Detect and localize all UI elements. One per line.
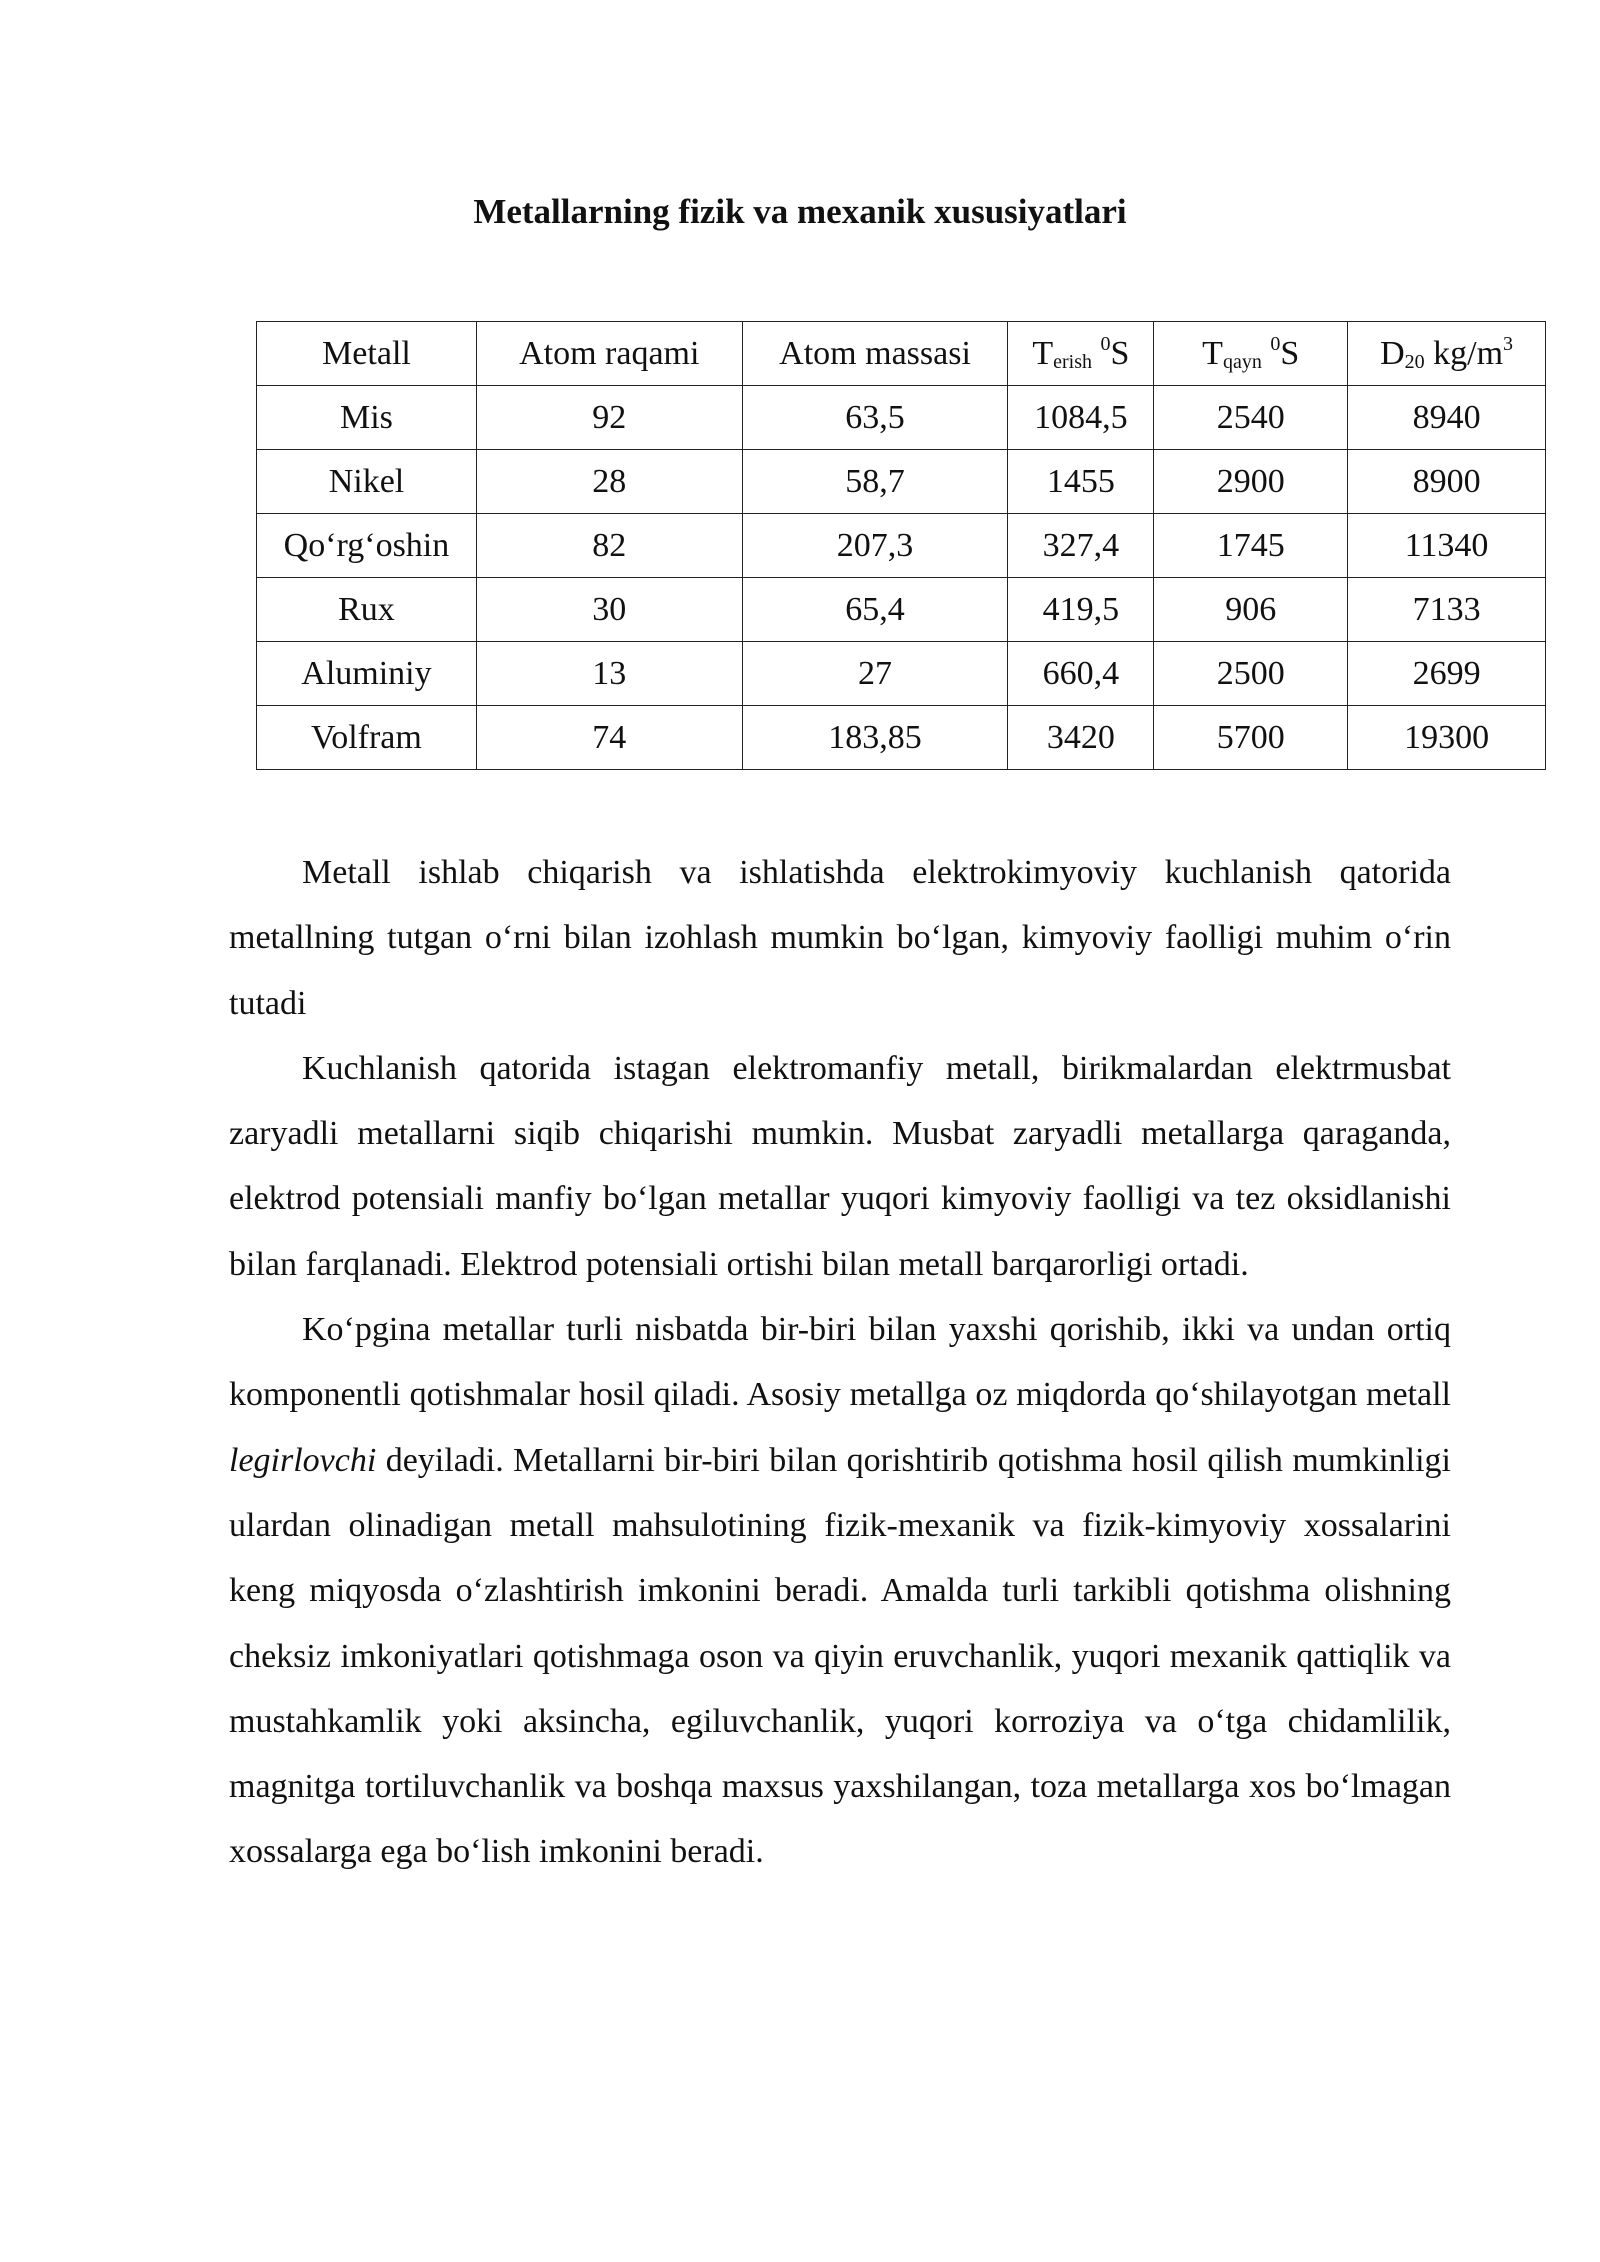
table-row	[257, 706, 1546, 770]
table-cell: 58,7	[742, 450, 1008, 514]
table-body	[257, 386, 1546, 770]
table-cell: Mis	[257, 386, 477, 450]
table-cell: 82	[476, 514, 742, 578]
table-cell: 19300	[1348, 706, 1546, 770]
table-cell: 660,4	[1008, 642, 1154, 706]
table-cell: 30	[476, 578, 742, 642]
table-cell: Nikel	[257, 450, 477, 514]
table-cell: Rux	[257, 578, 477, 642]
table-cell: Volfram	[257, 706, 477, 770]
body-text	[229, 840, 1451, 1885]
table-cell: 2540	[1154, 386, 1348, 450]
table-cell: 5700	[1154, 706, 1348, 770]
paragraph-3: Ko‘pgina metallar turli nisbatda bir-biri bilan yaxshi qorishib, ikki va undan ortiq komponentli qotishmalar hosil qiladi. Asosiy metallga oz miqdorda qo‘shilayotgan metall legirlovchi deyiladi. Metallarni bir-biri bilan qorishtirib qotishma hosil qilish mumkinligi ulardan olinadigan metall mahsulotining fizik-mexanik va fizik-kimyoviy xossalarini keng miqyosda o‘zlashtirish imkonini beradi. Amalda turli tarkibli qotishma olishning cheksiz imkoniyatlari qotishmaga oson va qiyin eruvchanlik, yuqori mexanik qattiqlik va mustahkamlik yoki aksincha, egiluvchanlik, yuqori korroziya va o‘tga chidamlilik, magnitga tortiluvchanlik va boshqa maxsus yaxshilangan, toza metallarga xos bo‘lmagan xossalarga ega bo‘lish imkonini beradi.	[229, 1311, 1451, 1871]
table-cell: 92	[476, 386, 742, 450]
table-cell: 27	[742, 642, 1008, 706]
header-melting-temp: $T_{erish}$ $^0$S	[1008, 322, 1154, 386]
table-cell: 28	[476, 450, 742, 514]
header-density: $D_{20}$ $kg/m^3$	[1348, 322, 1546, 386]
header-atomic-mass: Atom massasi	[742, 322, 1008, 386]
table-row	[257, 386, 1546, 450]
table-cell: 327,4	[1008, 514, 1154, 578]
table-cell: 1745	[1154, 514, 1348, 578]
table-cell: 3420	[1008, 706, 1154, 770]
table-cell: 11340	[1348, 514, 1546, 578]
metal-properties-table	[256, 321, 1546, 770]
table-cell: 1084,5	[1008, 386, 1154, 450]
paragraph-2: Kuchlanish qatorida istagan elektromanfiy metall, birikmalardan elektrmusbat zaryadli metallarni siqib chiqarishi mumkin. Musbat zaryadli metallarga qaraganda, elektrod potensiali manfiy bo‘lgan metallar yuqori kimyoviy faolligi va tez oksidlanishi bilan farqlanadi. Elektrod potensiali ortishi bilan metall barqarorligi ortadi.	[229, 1049, 1451, 1283]
table-cell: 2900	[1154, 450, 1348, 514]
table-cell: 419,5	[1008, 578, 1154, 642]
table-row	[257, 450, 1546, 514]
table-row	[257, 642, 1546, 706]
table-header-row	[257, 322, 1546, 386]
table-cell: 13	[476, 642, 742, 706]
header-atomic-number: Atom raqami	[476, 322, 742, 386]
table-cell: Qo‘rg‘oshin	[257, 514, 477, 578]
table-cell: 8940	[1348, 386, 1546, 450]
table-row	[257, 578, 1546, 642]
table-cell: 7133	[1348, 578, 1546, 642]
page-title: Metallarning fizik va mexanik xususiyatlari	[473, 192, 1127, 231]
term-legirlovchi: legirlovchi	[229, 1441, 377, 1479]
table-cell: 63,5	[742, 386, 1008, 450]
table-cell: 906	[1154, 578, 1348, 642]
table-cell: 1455	[1008, 450, 1154, 514]
table-cell: 183,85	[742, 706, 1008, 770]
table-cell: Aluminiy	[257, 642, 477, 706]
header-boiling-temp: $T_{qayn}$ $^0$S	[1154, 322, 1348, 386]
table-cell: 74	[476, 706, 742, 770]
table-cell: 207,3	[742, 514, 1008, 578]
table-cell: 2500	[1154, 642, 1348, 706]
header-metal: Metall	[257, 322, 477, 386]
table-cell: 2699	[1348, 642, 1546, 706]
table-cell: 65,4	[742, 578, 1008, 642]
table-row	[257, 514, 1546, 578]
table-cell: 8900	[1348, 450, 1546, 514]
paragraph-1: Metall ishlab chiqarish va ishlatishda elektrokimyoviy kuchlanish qatorida metallning tutgan o‘rni bilan izohlash mumkin bo‘lgan, kimyoviy faolligi muhim o‘rin tutadi	[229, 854, 1451, 1022]
